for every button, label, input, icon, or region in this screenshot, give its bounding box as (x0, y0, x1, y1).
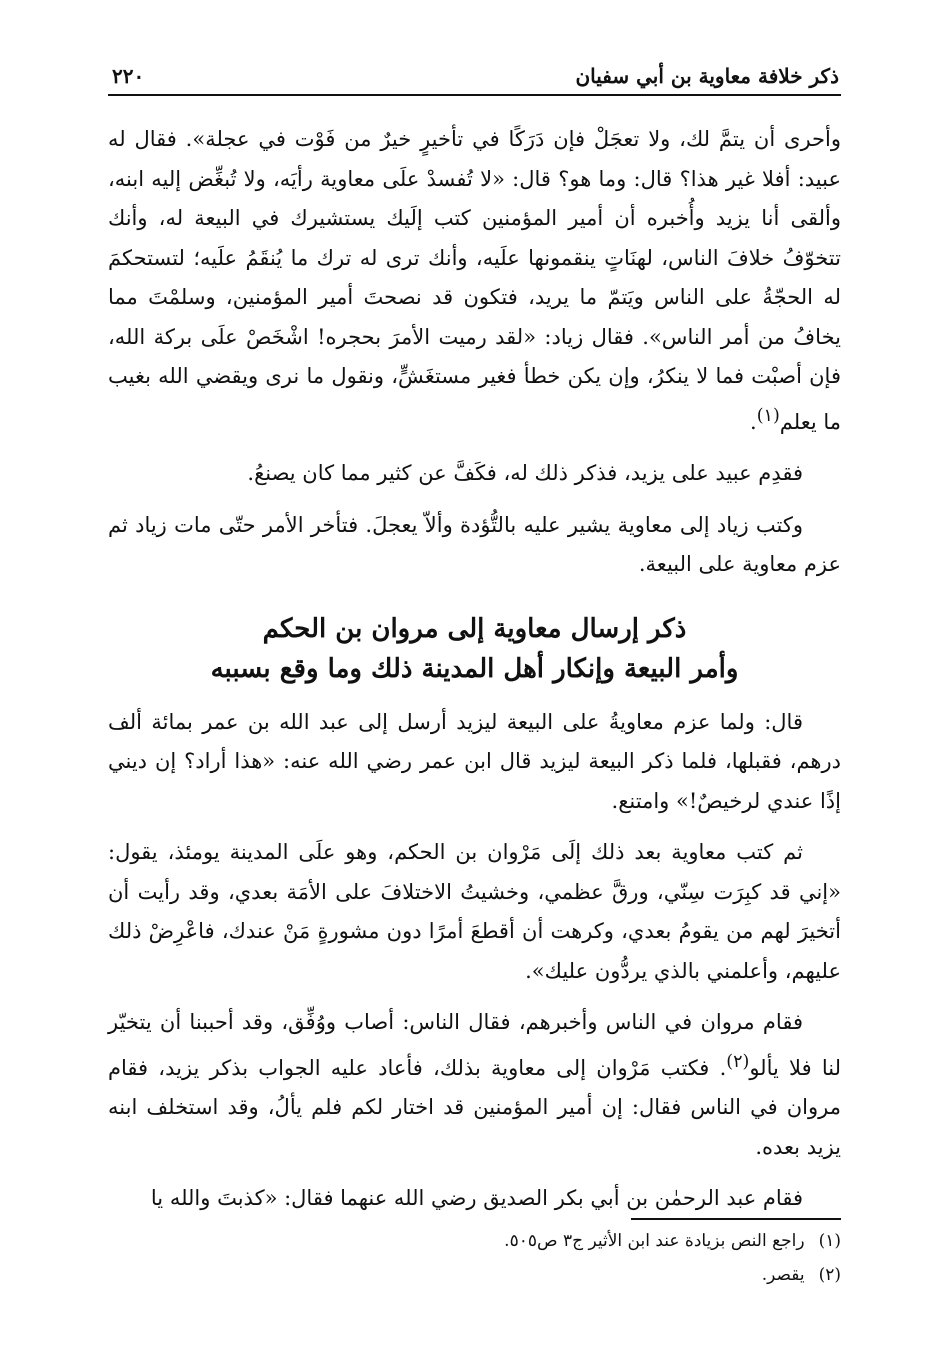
paragraph-1-text: وأحرى أن يتمَّ لك، ولا تعجَلْ فإن دَرَكًا في تأخيرٍ خيرٌ من فَوْت في عجلة». فقال له عبيد: أفلا غير هذا؟ قال: وما هو؟ قال: «لا تُفسدْ علَى معاوية رأيَه، ولا تُبغِّض إليه ابنه، وألقى أنا يزيد وأُخبره أن أمير المؤمنين كتب إلَيك يستشيرك في البيعة له، وأنك تتخوّفُ خلافَ الناس، لهنَاتٍ ينقمونها علَيه، وأنك ترى له ترك ما يُنقَمُ علَيه؛ لتستحكمَ له الحجّةُ على الناس ويَتمّ ما يريد، فتكون قد نصحتَ أمير المؤمنين، وسلمْتَ مما يخافُ من أمر الناس». فقال زياد: «لقد رميت الأمرَ بحجره! اشْخَصْ علَى بركة الله، فإن أصبْت فما لا ينكرُ، وإن يكن خطأ فغير مستغَشٍّ، ونقول ما نرى ويقضي الله بغيب ما يعلم (108, 127, 841, 434)
paragraph-6-end: . فكتب مَرْوان إلى معاوية بذلك، فأعاد عليه الجواب بذكر يزيد، فقام مروان في الناس فقال: إن أمير المؤمنين قد اختار لكم فلم يألُ، وقد استخلف ابنه يزيد بعده. (108, 1055, 841, 1159)
main-text (108, 120, 841, 1219)
footnote-1-number: (١) (818, 1231, 841, 1251)
page-header (108, 60, 841, 96)
paragraph-6 (108, 1003, 841, 1167)
footnote-rule (631, 1218, 841, 1220)
footnotes (108, 1218, 841, 1292)
book-page (108, 60, 841, 1219)
footnote-2-text: يقصر. (761, 1265, 805, 1285)
paragraph-1 (108, 120, 841, 442)
paragraph-2: فقدِم عبيد على يزيد، فذكر ذلك له، فكَفَّ عن كثير مما كان يصنعُ. (247, 461, 803, 485)
page-number: ٢٢٠ (112, 64, 145, 88)
footnote-ref-2: (٢) (726, 1051, 750, 1072)
paragraph-1-end: . (750, 409, 757, 434)
footnote-2-number: (٢) (818, 1265, 841, 1285)
paragraph-4: قال: ولما عزم معاويةُ على البيعة ليزيد أرسل إلى عبد الله بن عمر بمائة ألف درهم، فقبلها، فلما ذكر البيعة ليزيد قال ابن عمر رضي الله عنه: «هذا أراد؟ إن ديني إذًا عندي لرخيصٌ!» وامتنع. (108, 709, 841, 813)
footnote-ref-1: (١) (756, 405, 780, 426)
footnote-1 (108, 1224, 841, 1258)
paragraph-5: ثم كتب معاوية بعد ذلك إلَى مَرْوان بن الحكم، وهو علَى المدينة يومئذ، يقول: «إني قد كبِرَت سِنّي، ورقَّ عظمي، وخشيتُ الاختلافَ على الأمَة بعدي، وقد رأيت أن أتخيرَ لهم من يقومُ بعدي، وكرهت أن أقطعَ أمرًا دون مشورةٍ مَنْ عندك، فاعْرِضْ ذلك عليهم، وأعلمني بالذي يردُّون عليك». (108, 840, 841, 983)
section-heading (108, 609, 841, 689)
paragraph-6-text: فقام مروان في الناس وأخبرهم، فقال الناس: أصاب ووُفِّق، وقد أحببنا أن يتخيّر لنا فلا يألو (108, 1010, 841, 1080)
section-heading-line-1: ذكر إرسال معاوية إلى مروان بن الحكم (262, 613, 687, 644)
paragraph-7: فقام عبد الرحمٰن بن أبي بكر الصديق رضي الله عنهما فقال: «كذبتَ والله يا (150, 1186, 803, 1210)
section-heading-line-2: وأمر البيعة وإنكار أهل المدينة ذلك وما وقع بسببه (210, 653, 739, 684)
footnote-2 (108, 1258, 841, 1292)
running-title: ذكر خلافة معاوية بن أبي سفيان (575, 64, 839, 88)
paragraph-3: وكتب زياد إلى معاوية يشير عليه بالتُّؤدة وألاّ يعجلَ. فتأخر الأمر حتّى مات زياد ثم عزم معاوية على البيعة. (108, 512, 841, 576)
footnote-1-text: راجع النص بزيادة عند ابن الأثير ج٣ ص٥٠٥. (504, 1231, 805, 1251)
